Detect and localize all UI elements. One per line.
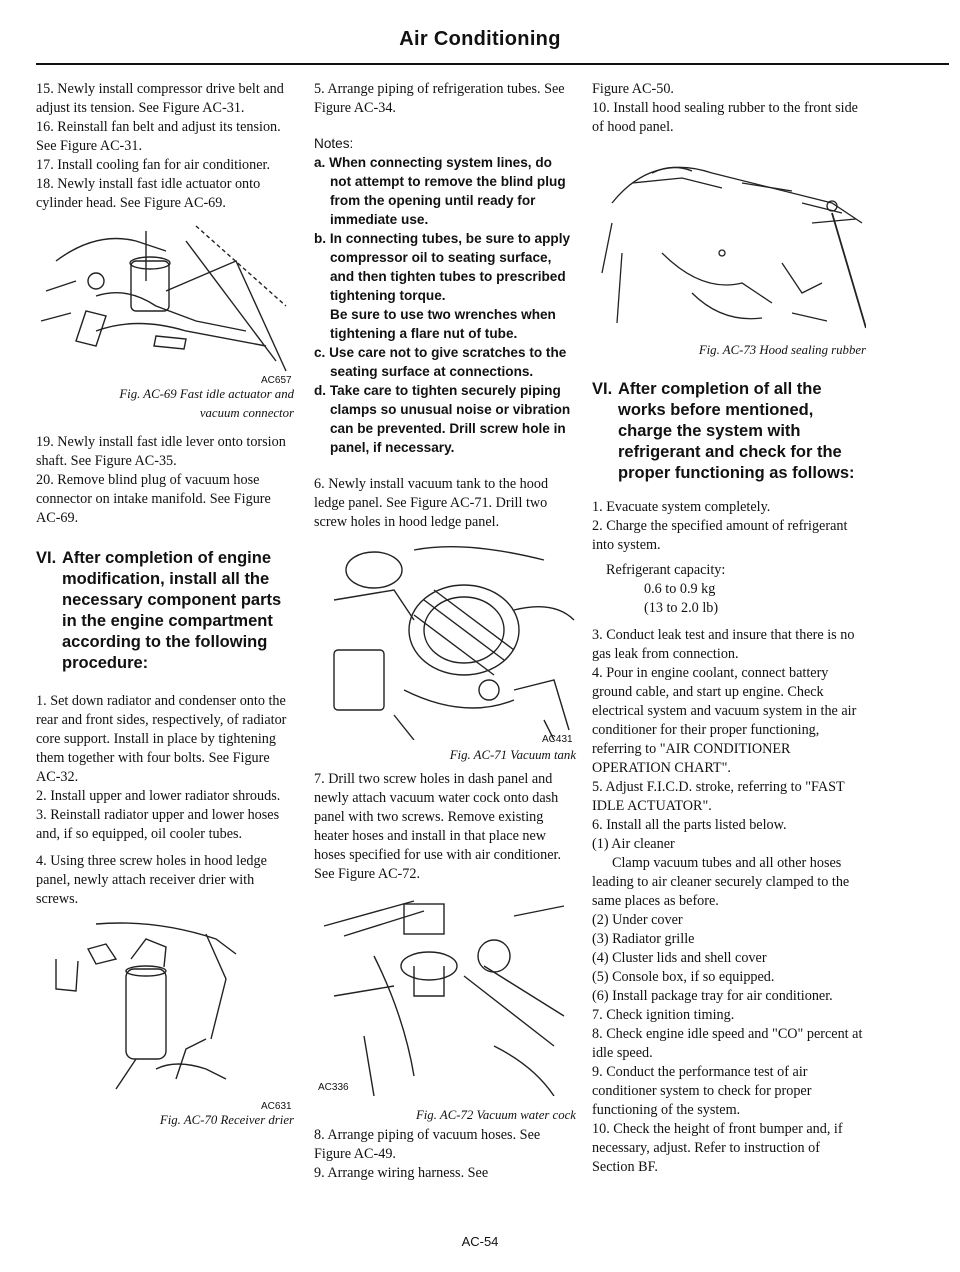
- vacuum-tank-drawing: [314, 540, 576, 740]
- figure-code: AC431: [542, 734, 573, 745]
- note-a: a. When connecting system lines, do not attempt to remove the blind plug from the opening until ready for immediate use.: [314, 155, 566, 227]
- figure-caption: Fig. AC-73 Hood sealing rubber: [698, 343, 866, 357]
- figure-ac73: [592, 143, 866, 365]
- page-title: Air Conditioning: [399, 28, 561, 50]
- figure-ac71: [314, 540, 576, 770]
- hood-sealing-rubber-drawing: [592, 143, 866, 333]
- section-title: After completion of all the works before mentioned, charge the system with refrigerant and check for the proper functioning as follows:: [618, 380, 855, 482]
- notes-label: Notes:: [314, 136, 354, 151]
- figure-caption: Fig. AC-72 Vacuum water cock: [415, 1108, 576, 1122]
- figure-caption: Fig. AC-69 Fast idle actuator and vacuum connector: [119, 387, 294, 420]
- charge-step-4: 4. Pour in engine coolant, connect battery ground cable, and start up engine. Check electrical system and vacuum system in the air conditioner for their proper functioning, referring to "AIR CONDITIONER OPERATION CHART".: [592, 665, 857, 776]
- parts-item-3: (3) Radiator grille: [592, 931, 695, 947]
- column-3: [592, 80, 866, 1177]
- step-9: 9. Arrange wiring harness. See: [314, 1165, 489, 1181]
- figure-ac72: [314, 896, 576, 1126]
- section-heading: [592, 379, 866, 484]
- step-19: 19. Newly install fast idle lever onto torsion shaft. See Figure AC-35.: [36, 434, 286, 469]
- parts-item-2: (2) Under cover: [592, 912, 683, 928]
- step-20: 20. Remove blind plug of vacuum hose connector on intake manifold. See Figure AC-69.: [36, 472, 271, 526]
- figure-code: AC336: [318, 1082, 349, 1093]
- charge-step-10: 10. Check the height of front bumper and, if necessary, adjust. Refer to instruction of Section BF.: [592, 1121, 843, 1175]
- step-8: 8. Arrange piping of vacuum hoses. See Figure AC-49.: [314, 1127, 541, 1162]
- parts-item-6: (6) Install package tray for air conditioner.: [592, 988, 833, 1004]
- charge-step-2: 2. Charge the specified amount of refrigerant into system.: [592, 518, 848, 553]
- note-b-extra: Be sure to use two wrenches when tightening a flare nut of tube.: [330, 307, 556, 341]
- parts-item-1: (1) Air cleaner: [592, 836, 675, 852]
- figure-ac70: [36, 919, 294, 1129]
- vacuum-water-cock-drawing: [314, 896, 576, 1096]
- note-c: c. Use care not to give scratches to the seating surface at connections.: [314, 345, 567, 379]
- parts-item-5: (5) Console box, if so equipped.: [592, 969, 775, 985]
- header-rule: [36, 63, 949, 65]
- charge-step-7: 7. Check ignition timing.: [592, 1007, 735, 1023]
- install-step-3: 3. Reinstall radiator upper and lower hoses and, if so equipped, oil cooler tubes.: [36, 807, 280, 842]
- install-step-4: 4. Using three screw holes in hood ledge panel, newly attach receiver drier with screws.: [36, 853, 267, 907]
- section-number: VI.: [36, 549, 57, 567]
- charge-step-9: 9. Conduct the performance test of air conditioner system to check for proper functioning of the system.: [592, 1064, 812, 1118]
- figure-code: AC657: [261, 375, 292, 386]
- figure-ac69: [36, 221, 294, 421]
- step-18: 18. Newly install fast idle actuator onto cylinder head. See Figure AC-69.: [36, 176, 261, 211]
- note-d: d. Take care to tighten securely piping clamps so unusual noise or vibration can be prevented. Drill screw hole in panel, if necessary.: [314, 383, 571, 455]
- page-number: AC-54: [461, 1234, 499, 1249]
- step-17: 17. Install cooling fan for air conditioner.: [36, 157, 271, 173]
- section-heading: [36, 548, 294, 674]
- parts-item-4: (4) Cluster lids and shell cover: [592, 950, 767, 966]
- charge-step-8: 8. Check engine idle speed and "CO" percent at idle speed.: [592, 1026, 863, 1061]
- refrigerant-capacity-lb: (13 to 2.0 lb): [644, 600, 719, 616]
- note-b: b. In connecting tubes, be sure to apply compressor oil to seating surface, and then tighten tubes to prescribed tightening torque.: [314, 231, 571, 303]
- notes-block: [314, 134, 576, 457]
- install-step-2: 2. Install upper and lower radiator shrouds.: [36, 788, 281, 804]
- column-1: [36, 80, 294, 1129]
- step-16: 16. Reinstall fan belt and adjust its tension. See Figure AC-31.: [36, 119, 281, 154]
- charge-step-3: 3. Conduct leak test and insure that there is no gas leak from connection.: [592, 627, 855, 662]
- figure-caption: Fig. AC-71 Vacuum tank: [449, 748, 576, 762]
- charge-step-5: 5. Adjust F.I.C.D. stroke, referring to "FAST IDLE ACTUATOR".: [592, 779, 845, 814]
- figure-code: AC631: [261, 1101, 292, 1112]
- install-step-1: 1. Set down radiator and condenser onto the rear and front sides, respectively, of radiator core support. Install in place by tightening them together with four bolts. See Figure AC-32.: [36, 693, 287, 785]
- charge-step-6: 6. Install all the parts listed below.: [592, 817, 787, 833]
- step-15: 15. Newly install compressor drive belt and adjust its tension. See Figure AC-31.: [36, 81, 284, 116]
- step-9-continued: Figure AC-50.: [592, 81, 674, 97]
- charge-step-1: 1. Evacuate system completely.: [592, 499, 771, 515]
- step-6: 6. Newly install vacuum tank to the hood ledge panel. See Figure AC-71. Drill two screw holes in hood ledge panel.: [314, 476, 549, 530]
- parts-item-1-detail: Clamp vacuum tubes and all other hoses leading to air cleaner securely clamped to the same places as before.: [592, 855, 850, 909]
- step-7: 7. Drill two screw holes in dash panel and newly attach vacuum water cock onto dash panel with two screws. Remove existing heater hoses and install in that place new hoses specified for use with air conditioner. See Figure AC-72.: [314, 771, 562, 882]
- column-2: [314, 80, 576, 1183]
- section-title: After completion of engine modification, install all the necessary component parts in the engine compartment according to the following procedure:: [62, 549, 282, 672]
- step-5: 5. Arrange piping of refrigeration tubes. See Figure AC-34.: [314, 81, 565, 116]
- section-number: VI.: [592, 380, 613, 398]
- fast-idle-actuator-drawing: [36, 221, 294, 383]
- step-10: 10. Install hood sealing rubber to the front side of hood panel.: [592, 100, 858, 135]
- figure-caption: Fig. AC-70 Receiver drier: [159, 1113, 294, 1127]
- refrigerant-capacity-label: Refrigerant capacity:: [606, 562, 726, 578]
- receiver-drier-drawing: [36, 919, 294, 1099]
- refrigerant-capacity-kg: 0.6 to 0.9 kg: [644, 581, 716, 597]
